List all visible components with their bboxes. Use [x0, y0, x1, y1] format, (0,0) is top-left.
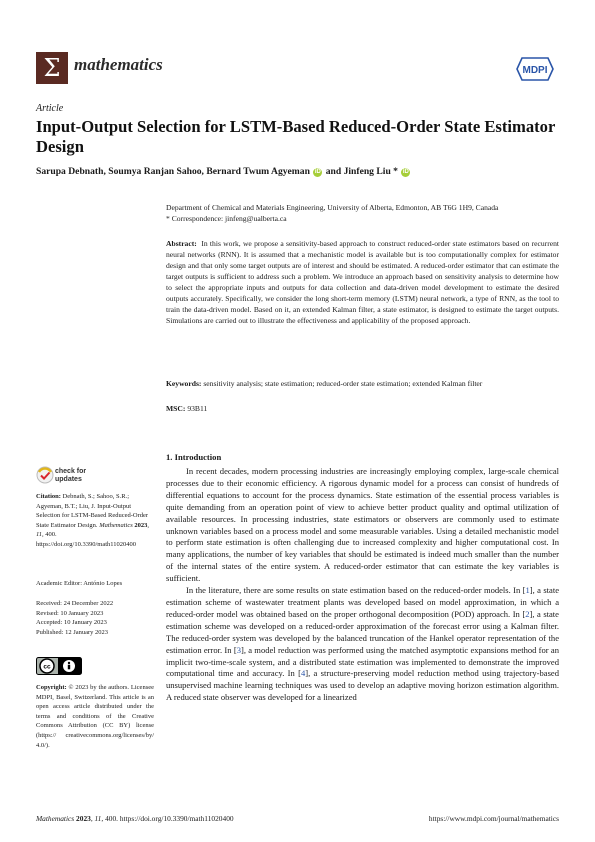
msc [166, 403, 559, 414]
published-date: Published: 12 January 2023 [36, 628, 109, 636]
journal-name: mathematics [74, 55, 163, 74]
body-text [166, 466, 559, 704]
academic-editor: Academic Editor: António Lopes [36, 580, 123, 587]
orcid-icon[interactable]: iD [402, 169, 409, 175]
citation-block: Citation: Debnath, S.; Sahoo, S.R.; Agyeman, B.T.; Liu, J. Input-Output Selection for LSTM-Based Reduced-Order State Estimator Design. Mathematics 2023, 11, 400. https://doi.org/10.3390/math11020400 [36, 493, 150, 548]
journal-logo-icon [36, 52, 68, 84]
citation-doi[interactable]: , 400. https://doi.org/10.3390/math11020400 [36, 531, 137, 548]
citation-link[interactable]: 2 [525, 608, 530, 619]
article-title: Input-Output Selection for LSTM-Based Reduced-Order State Estimator Design [36, 117, 556, 156]
paragraph [166, 585, 559, 704]
citation-volume: 11 [36, 531, 43, 539]
text-run: In the literature, there are some results on state estimation based on the reduced-order models. In [ [186, 585, 526, 596]
citation-journal: Mathematics [99, 521, 133, 529]
svg-text:cc: cc [43, 663, 51, 671]
paragraph: In recent decades, modern processing industries are increasingly employing complex, large-scale chemical processes due to their economic efficiency. A rigorous dynamic model for a process can consist of hundreds of differential equations to account for the process dynamics. State estimation of the essential process variables is quite demanding from an operation point of view to achieve better product quality and optimal utilization of available resources. In processing industries, state estimators or observers are commonly used to estimate unknown variables based on a process model and some measurable variables. Using a detailed mechanistic model to perform state estimation is often challenging due to increased complexity and higher computational cost. In many applications, the number of key variables that should be estimated is indeed much smaller than the number of the internal states of the entire system. A reduced-order estimator that can estimate the key variables is sufficient. [166, 466, 559, 584]
mdpi-logo-icon [516, 57, 554, 81]
citation-label: Citation: [36, 493, 61, 500]
text-run: ], a structure-preserving model reduction method using trajectory-based unsupervised machine learning techniques was used to develop an adaptive moving horizon estimation algorithm. A reduced state observer was developed for a linearized [166, 668, 559, 703]
copyright-text: © 2023 by the authors. Licensee MDPI, Basel, Switzerland. This article is an open access article distributed under the terms and conditions of the Creative Commons Attribution (CC BY) license (https:// creativecommons.org/licenses/by/ 4.0/). [36, 684, 154, 749]
keywords-label: Keywords: [166, 379, 202, 388]
cc-by-license-icon[interactable] [36, 657, 82, 675]
keywords-text: sensitivity analysis; state estimation; reduced-order state estimation; extended Kalman filter [203, 379, 483, 388]
footer-volume: 11 [94, 814, 102, 823]
footer-journal: Mathematics [36, 814, 75, 823]
text-run: ], a model reduction was performed using the matched asymptotic expansions method for an implicit two-time-scale system, and a distributed state estimation was implemented to demonstrate the improved computational time and accuracy. In [ [166, 644, 559, 679]
citation-text: Debnath, S.; Sahoo, S.R.; Agyeman, B.T.; Liu, J. Input-Output Selection for LSTM-Based Reduced-Order State Estimator Design. [36, 493, 149, 529]
text-run: ], a state estimation scheme was developed on a reduced-order approximation of the forecast error using a Kalman filter. The reduced-order system was developed by the balanced truncation of the Hankel operator representation of the estimation error. In [ [166, 608, 559, 655]
abstract-label: Abstract: [166, 239, 197, 248]
abstract-text: In this work, we propose a sensitivity-based approach to construct reduced-order state estimators based on recurrent neural networks (RNN). It is assumed that a mechanistic model is available but is too computationally complex for estimator design and that only some target outputs are of interest and should be estimated. A reduced-order estimator that can estimate the target outputs is sufficient to address such a problem. We introduce an approach based on sensitivity analysis to determine how to select the appropriate inputs and outputs for data collection and data-driven model development to estimate the desired outputs accurately. Specifically, we consider the long short-term memory (LSTM) neural network, a type of RNN, as the tool to train the data-driven model. Based on it, an extended Kalman filter, a state estimator, is designed to estimate the target outputs. Simulations are carried out to illustrate the effectiveness and applicability of the proposed approach. [166, 239, 560, 325]
footer-citation: Mathematics 2023, 11, 400. https://doi.org/10.3390/math11020400 [36, 814, 234, 823]
author-list [36, 166, 556, 178]
orcid-icon[interactable]: iD [314, 169, 321, 175]
article-type: Article [36, 103, 64, 114]
authors-part-2: and Jinfeng Liu * [323, 166, 398, 177]
dates-block [36, 599, 154, 637]
citation-link[interactable]: 4 [300, 668, 306, 679]
sigma-glyph: Σ [43, 54, 61, 82]
msc-text: 93B11 [187, 404, 208, 413]
msc-label: MSC: [166, 404, 186, 413]
copyright-label: Copyright: [36, 684, 67, 691]
footer-doi[interactable]: , 400. https://doi.org/10.3390/math11020400 [101, 814, 234, 823]
footer-year: 2023 [76, 814, 91, 823]
authors-part-1: Sarupa Debnath, Soumya Ranjan Sahoo, Bernard Twum Agyeman [36, 166, 310, 177]
text-run: ], a state estimation scheme of wastewater treatment plants was developed based on model approximation, in which a reduced-order model was obtained based on the proper orthogonal decomposition (POD) approach. In [ [166, 585, 559, 619]
citation-year: 2023 [134, 521, 148, 529]
received-date: Received: 24 December 2022 [36, 600, 114, 607]
footer-journal-url[interactable]: https://www.mdpi.com/journal/mathematics [428, 814, 559, 823]
check-line-2: updates [55, 476, 82, 483]
affiliation-block [166, 203, 559, 224]
citation-link[interactable]: 1 [525, 585, 530, 596]
citation-link[interactable]: 3 [236, 644, 241, 655]
check-for-updates-label[interactable] [55, 468, 86, 484]
revised-date: Revised: 10 January 2023 [36, 609, 104, 617]
correspondence-line: * Correspondence: jinfeng@ualberta.ca [166, 213, 287, 223]
keywords [166, 378, 559, 389]
check-line-1: check for [55, 468, 87, 475]
section-heading: 1. Introduction [166, 452, 222, 462]
accepted-date: Accepted: 10 January 2023 [36, 619, 107, 627]
check-for-updates-icon[interactable] [36, 466, 54, 484]
mdpi-logo-text: MDPI [522, 65, 548, 76]
abstract [166, 238, 559, 326]
affiliation-line: Department of Chemical and Materials Engineering, University of Alberta, Edmonton, AB T6G 1H9, Canada [166, 203, 499, 212]
copyright-block [36, 683, 154, 750]
